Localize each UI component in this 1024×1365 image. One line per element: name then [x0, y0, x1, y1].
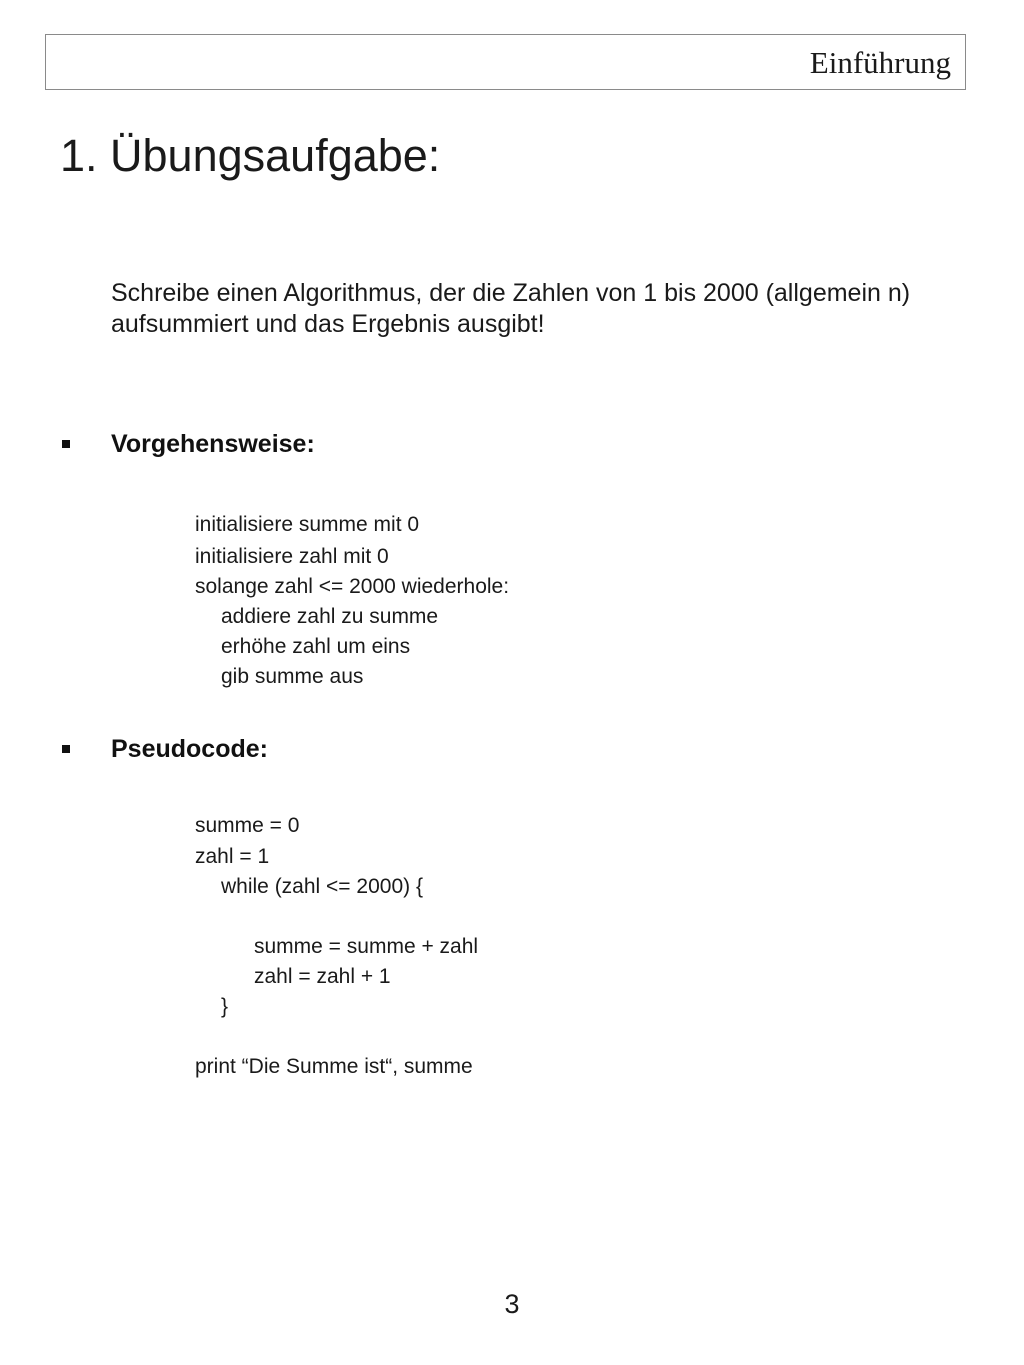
pseudocode-line: summe = 0 [195, 814, 300, 837]
procedure-line: addiere zahl zu summe [221, 605, 439, 628]
procedure-line: initialisiere zahl mit 0 [195, 545, 389, 568]
procedure-line: erhöhe zahl um eins [221, 635, 411, 658]
pseudocode-line: while (zahl <= 2000) { [221, 875, 423, 898]
pseudocode-line: summe = summe + zahl [254, 935, 479, 958]
procedure-line: gib summe aus [221, 665, 364, 688]
procedure-line: initialisiere summe mit 0 [195, 513, 420, 536]
bullet-square-icon [62, 745, 70, 753]
header-box [45, 34, 966, 90]
header-section-label: Einführung [809, 45, 951, 80]
task-description: Schreibe einen Algorithmus, der die Zahlen von 1 bis 2000 (allgemein n) aufsummiert und das Ergebnis ausgibt! [111, 279, 911, 338]
procedure-line: solange zahl <= 2000 wiederhole: [195, 575, 510, 598]
section-heading-vorgehensweise: Vorgehensweise: [111, 430, 315, 458]
pseudocode-line: } [221, 995, 229, 1018]
pseudocode-line: print “Die Summe ist“, summe [195, 1055, 473, 1078]
page-title: 1. Übungsaufgabe: [60, 130, 441, 181]
bullet-square-icon [62, 440, 70, 448]
pseudocode-line: zahl = 1 [195, 845, 270, 868]
page-number: 3 [504, 1289, 520, 1319]
section-heading-pseudocode: Pseudocode: [111, 735, 268, 763]
pseudocode-line: zahl = zahl + 1 [254, 965, 391, 988]
